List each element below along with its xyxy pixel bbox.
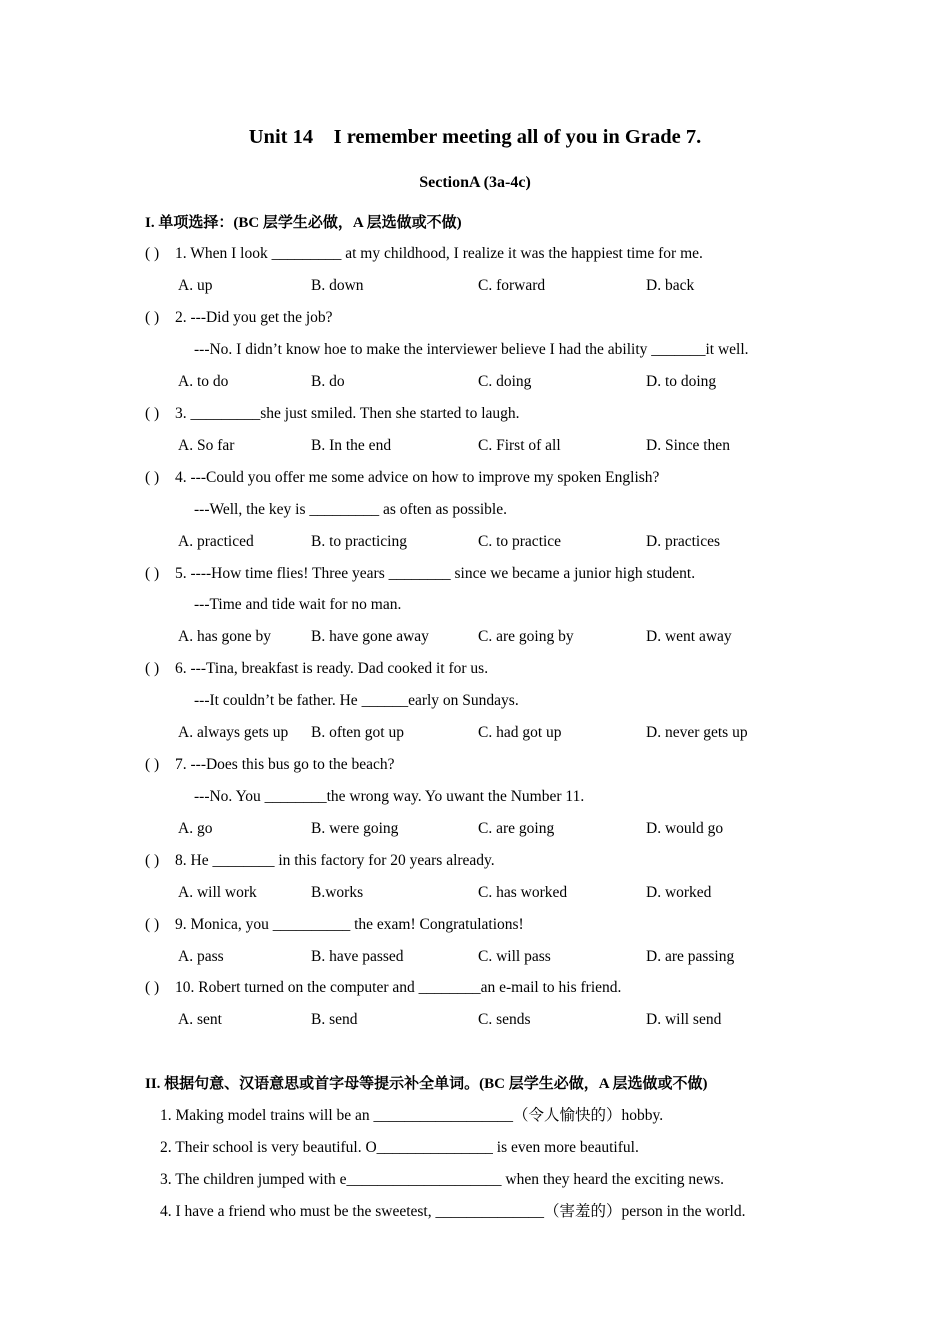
answer-blank[interactable]: ( ) bbox=[145, 565, 160, 582]
option-a: A. pass bbox=[178, 948, 224, 965]
question-stem: 10. Robert turned on the computer and ________an e-mail to his friend. bbox=[175, 979, 622, 996]
option-d: D. practices bbox=[646, 533, 721, 550]
question-9 bbox=[145, 914, 524, 936]
answer-blank[interactable]: ( ) bbox=[145, 916, 160, 933]
question-10 bbox=[145, 977, 621, 999]
option-c: C. First of all bbox=[478, 437, 561, 454]
option-c: C. forward bbox=[478, 277, 546, 294]
page-subtitle: SectionA (3a-4c) bbox=[419, 174, 531, 191]
question-stem: 9. Monica, you __________ the exam! Congratulations! bbox=[175, 916, 524, 933]
question-6-followup: ---It couldn’t be father. He ______early on Sundays. bbox=[194, 692, 519, 709]
answer-blank[interactable]: ( ) bbox=[145, 405, 160, 422]
option-d: D. are passing bbox=[646, 948, 735, 965]
section1-heading: I. 单项选择：(BC 层学生必做，A 层选做或不做) bbox=[145, 215, 462, 231]
question-stem: 8. He ________ in this factory for 20 years already. bbox=[175, 852, 495, 869]
option-b: B. In the end bbox=[311, 437, 392, 454]
option-b: B. to practicing bbox=[311, 533, 407, 550]
question-7-followup: ---No. You ________the wrong way. Yo uwant the Number 11. bbox=[194, 788, 585, 805]
option-c: C. sends bbox=[478, 1011, 531, 1028]
question-stem: 2. ---Did you get the job? bbox=[175, 309, 333, 326]
question-5-followup: ---Time and tide wait for no man. bbox=[194, 596, 402, 613]
option-c: C. to practice bbox=[478, 533, 562, 550]
question-5 bbox=[145, 563, 695, 585]
option-d: D. will send bbox=[646, 1011, 722, 1028]
question-stem: 5. ----How time flies! Three years ________ since we became a junior high student. bbox=[175, 565, 696, 582]
question-stem: 6. ---Tina, breakfast is ready. Dad cooked it for us. bbox=[175, 660, 489, 677]
option-b: B.works bbox=[311, 884, 364, 901]
option-c: C. doing bbox=[478, 373, 532, 390]
option-a: A. practiced bbox=[178, 533, 254, 550]
option-a: A. up bbox=[178, 277, 213, 294]
option-d: D. never gets up bbox=[646, 724, 748, 741]
question-2-followup: ---No. I didn’t know hoe to make the interviewer believe I had the ability _______it well. bbox=[194, 341, 749, 358]
option-d: D. went away bbox=[646, 628, 732, 645]
question-2 bbox=[145, 307, 333, 329]
page-title: Unit 14 I remember meeting all of you in Grade 7. bbox=[248, 126, 702, 148]
option-d: D. to doing bbox=[646, 373, 717, 390]
question-stem: 4. ---Could you offer me some advice on how to improve my spoken English? bbox=[175, 469, 660, 486]
question-3 bbox=[145, 403, 520, 425]
question-stem: 3. _________she just smiled. Then she started to laugh. bbox=[175, 405, 520, 422]
answer-blank[interactable]: ( ) bbox=[145, 469, 160, 486]
option-a: A. go bbox=[178, 820, 213, 837]
question-4 bbox=[145, 467, 659, 489]
question-4-followup: ---Well, the key is _________ as often as possible. bbox=[194, 501, 507, 518]
option-c: C. are going bbox=[478, 820, 555, 837]
option-b: B. have passed bbox=[311, 948, 404, 965]
question-stem: 1. When I look _________ at my childhood, I realize it was the happiest time for me. bbox=[175, 245, 703, 262]
option-d: D. Since then bbox=[646, 437, 730, 454]
option-b: B. often got up bbox=[311, 724, 404, 741]
question-6 bbox=[145, 658, 488, 680]
option-b: B. do bbox=[311, 373, 345, 390]
option-d: D. would go bbox=[646, 820, 724, 837]
question-8 bbox=[145, 850, 495, 872]
answer-blank[interactable]: ( ) bbox=[145, 660, 160, 677]
answer-blank[interactable]: ( ) bbox=[145, 245, 160, 262]
section2-heading: II. 根据句意、汉语意思或首字母等提示补全单词。(BC 层学生必做，A 层选做或不做) bbox=[145, 1076, 708, 1092]
option-a: A. has gone by bbox=[178, 628, 271, 645]
fill-item-4: 4. I have a friend who must be the sweetest, ______________（害羞的）person in the world. bbox=[160, 1203, 746, 1220]
question-7 bbox=[145, 754, 395, 776]
option-c: C. had got up bbox=[478, 724, 562, 741]
option-c: C. will pass bbox=[478, 948, 551, 965]
question-stem: 7. ---Does this bus go to the beach? bbox=[175, 756, 395, 773]
answer-blank[interactable]: ( ) bbox=[145, 309, 160, 326]
answer-blank[interactable]: ( ) bbox=[145, 756, 160, 773]
option-a: A. So far bbox=[178, 437, 235, 454]
fill-item-2: 2. Their school is very beautiful. O_______________ is even more beautiful. bbox=[160, 1139, 639, 1156]
option-b: B. have gone away bbox=[311, 628, 429, 645]
fill-item-1: 1. Making model trains will be an __________________（令人愉快的）hobby. bbox=[160, 1107, 664, 1124]
answer-blank[interactable]: ( ) bbox=[145, 979, 160, 996]
option-b: B. were going bbox=[311, 820, 399, 837]
option-c: C. are going by bbox=[478, 628, 574, 645]
option-d: D. worked bbox=[646, 884, 712, 901]
option-a: A. always gets up bbox=[178, 724, 289, 741]
option-a: A. will work bbox=[178, 884, 257, 901]
option-b: B. down bbox=[311, 277, 364, 294]
fill-item-3: 3. The children jumped with e____________________ when they heard the exciting news. bbox=[160, 1171, 725, 1188]
option-a: A. to do bbox=[178, 373, 229, 390]
option-b: B. send bbox=[311, 1011, 358, 1028]
option-c: C. has worked bbox=[478, 884, 568, 901]
option-a: A. sent bbox=[178, 1011, 222, 1028]
option-d: D. back bbox=[646, 277, 695, 294]
question-1 bbox=[145, 243, 703, 265]
answer-blank[interactable]: ( ) bbox=[145, 852, 160, 869]
